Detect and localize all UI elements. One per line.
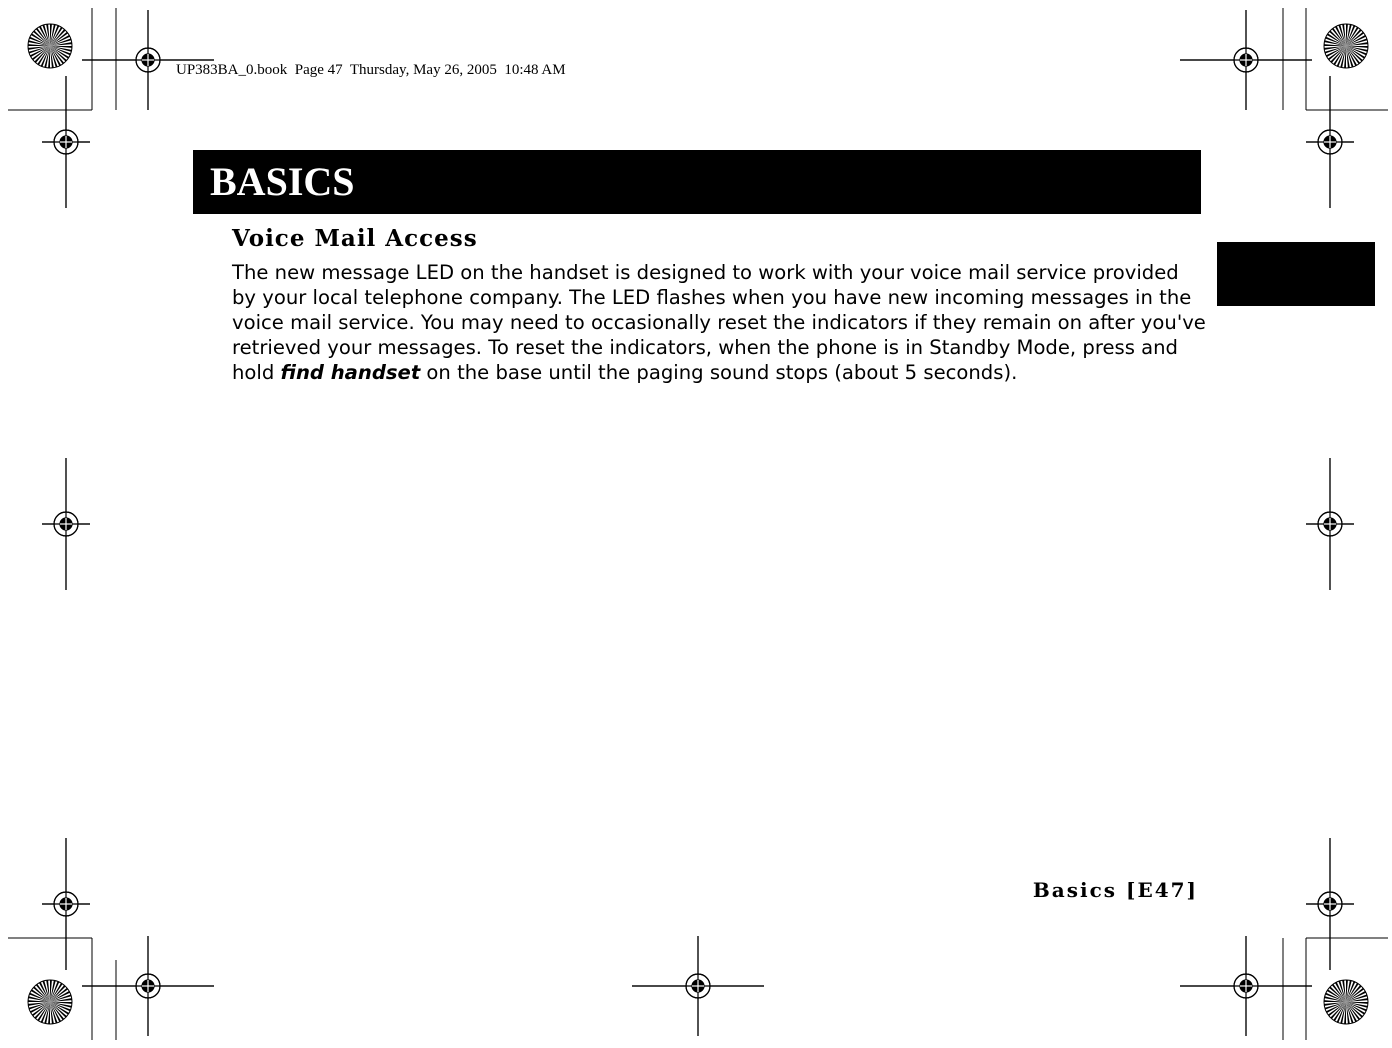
page-footer: Basics [E47] bbox=[1032, 878, 1198, 902]
registration-mark-icon bbox=[1306, 76, 1354, 208]
registration-mark-icon bbox=[1180, 10, 1312, 110]
section-body bbox=[232, 260, 1207, 385]
find-handset-emphasis: find handset bbox=[280, 361, 421, 384]
starburst-target-icon bbox=[1324, 980, 1368, 1024]
registration-mark-icon bbox=[1306, 838, 1354, 970]
registration-mark-icon bbox=[1180, 936, 1312, 1036]
registration-mark-icon bbox=[82, 10, 214, 110]
registration-mark-icon bbox=[42, 838, 90, 970]
section-heading: Voice Mail Access bbox=[232, 225, 478, 252]
page-title: BASICS bbox=[210, 159, 355, 204]
registration-mark-icon bbox=[42, 76, 90, 208]
body-text-part: on the base until the paging sound stops (about 5 seconds). bbox=[420, 361, 1018, 384]
print-header: UP383BA_0.book Page 47 Thursday, May 26, 2005 10:48 AM bbox=[176, 62, 566, 78]
starburst-target-icon bbox=[28, 24, 72, 68]
title-bar bbox=[193, 150, 1201, 214]
registration-mark-icon bbox=[1306, 458, 1354, 590]
starburst-target-icon bbox=[1324, 24, 1368, 68]
registration-mark-icon bbox=[632, 936, 764, 1036]
starburst-target-icon bbox=[28, 980, 72, 1024]
chapter-tab bbox=[1217, 242, 1375, 306]
body-text-part: The new message LED on the handset is designed to work with your voice mail service provided by your local telephone company. The LED flashes when you have new incoming messages in the voice mail service. You may need to occasionally reset the indicators if they remain on after you've retrieved your messages. To reset the indicators, when the phone is in Standby Mode, press and hold bbox=[232, 261, 1206, 384]
registration-mark-icon bbox=[42, 458, 90, 590]
registration-mark-icon bbox=[82, 936, 214, 1036]
